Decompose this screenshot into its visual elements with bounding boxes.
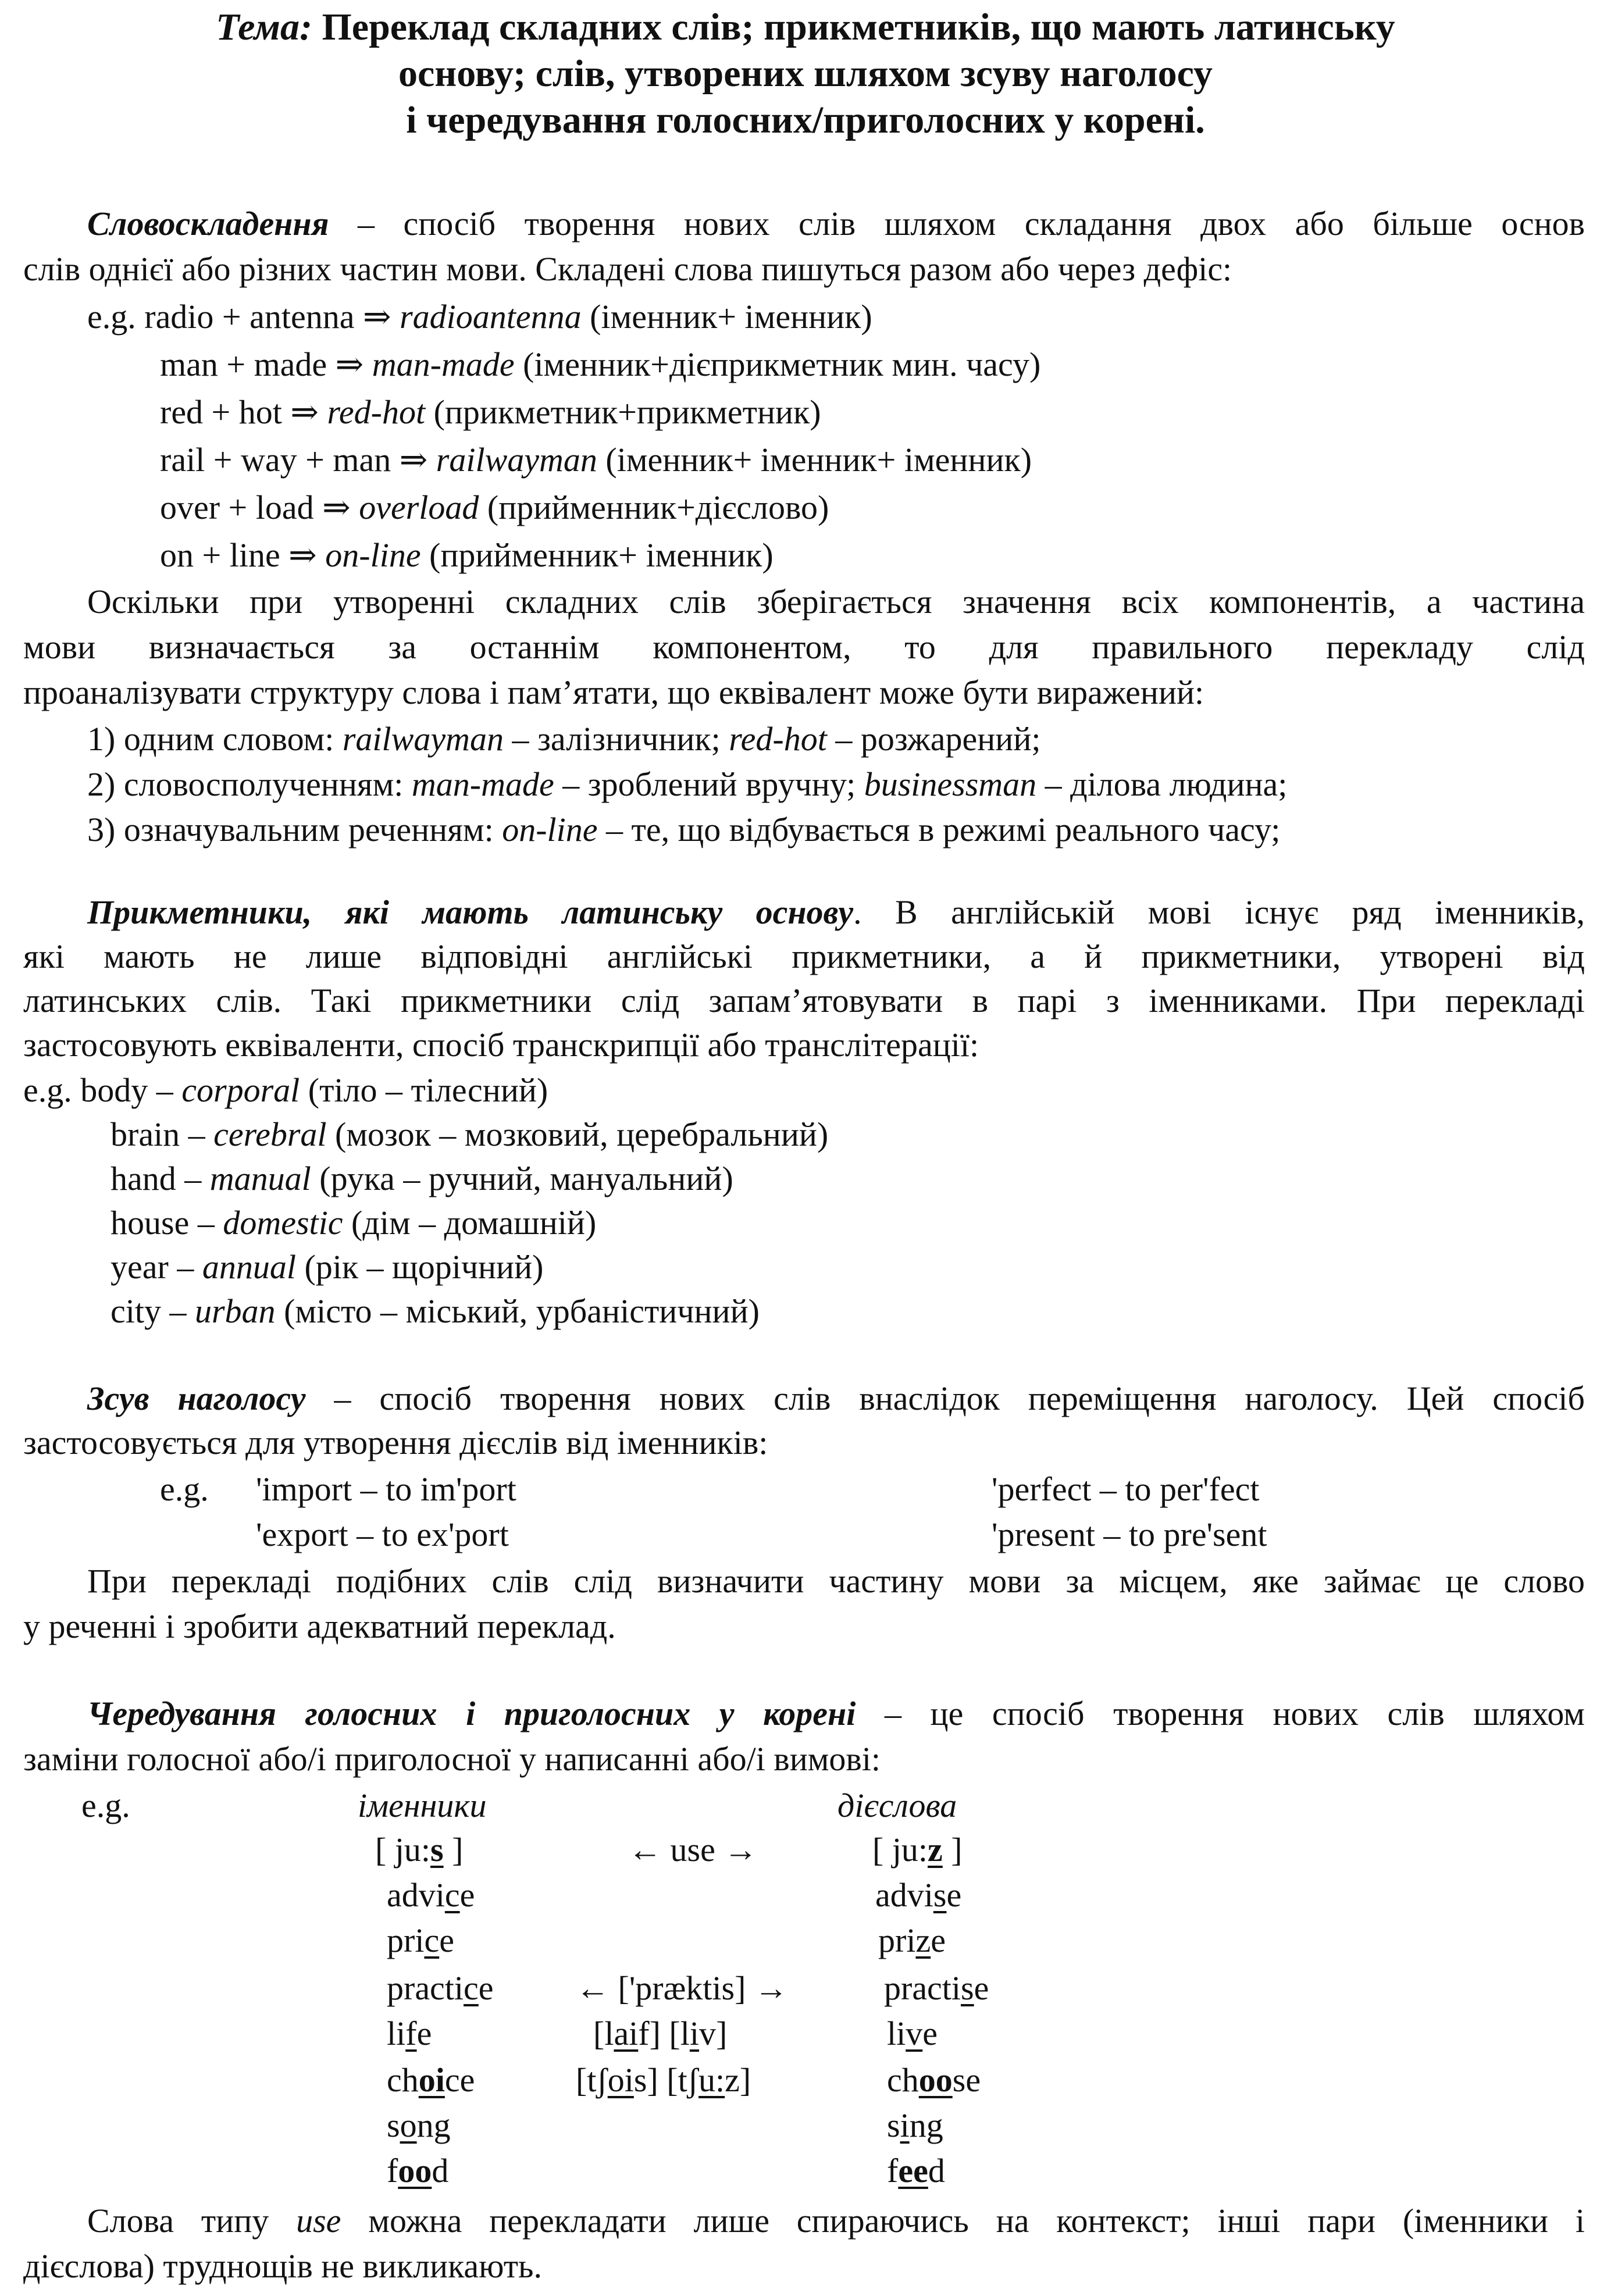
example-parts: rail + way + man ⇒: [160, 441, 436, 479]
latin-intro-1-text: . В англійській мові існує ряд іменників,: [853, 893, 1585, 931]
compound-example-4: [160, 487, 829, 528]
text: s] [tʃ: [633, 2061, 699, 2099]
latin-intro-4: застосовують еквіваленти, спосіб транскрипції або транслітерації:: [23, 1026, 979, 1064]
title-label: Тема:: [216, 6, 312, 48]
latin-example-0: [23, 1070, 548, 1111]
text: f: [387, 2152, 398, 2190]
example-word: overload: [359, 489, 479, 526]
text: e: [439, 1921, 454, 1959]
text: [l: [593, 2015, 614, 2052]
text: e: [946, 1876, 962, 1914]
list-text: – залізничник;: [503, 720, 729, 758]
verb-form: [878, 1920, 946, 1961]
alternation-intro-1-text: – це спосіб творення нових слів шляхом: [856, 1695, 1585, 1732]
alternation-final-2: дієслова) труднощів не викликають.: [23, 2247, 543, 2285]
middle-note: ← use →: [628, 1831, 758, 1869]
noun-form: [387, 2060, 475, 2101]
stress-right-0: 'perfect – to per'fect: [992, 1470, 1260, 1508]
compound-example-0: [87, 297, 872, 337]
text: v]: [698, 2015, 728, 2052]
highlight: s: [430, 1831, 444, 1869]
note: (рука – ручний, мануальний): [311, 1160, 733, 1197]
stress-term: Зсув наголосу: [87, 1379, 306, 1417]
adjective: domestic: [223, 1204, 343, 1242]
latin-term: Прикметники, які мають латинську основу: [87, 893, 854, 931]
text: [ ju:: [375, 1831, 431, 1869]
text: practi: [387, 1969, 464, 2007]
noun-form: [387, 2151, 448, 2191]
example-parts: on + line ⇒: [160, 536, 326, 574]
text: ch: [387, 2061, 419, 2099]
adjective: corporal: [181, 1071, 300, 1109]
verb-form: [887, 2060, 981, 2101]
highlight: oi: [607, 2061, 634, 2099]
noun-form: [375, 1830, 463, 1870]
highlight: oo: [918, 2061, 953, 2099]
compound-list-2: [87, 764, 1287, 805]
compound-para-1: Оскільки при утворенні складних слів зберігається значення всіх компонентів, а частина: [87, 583, 1585, 621]
adjective: urban: [194, 1292, 276, 1330]
note: (рік – щорічний): [295, 1248, 544, 1286]
highlight: i: [900, 2106, 910, 2144]
compound-example-5: [160, 535, 774, 576]
text: f: [887, 2152, 899, 2190]
text: d: [432, 2152, 449, 2190]
list-text: – розжарений;: [826, 720, 1041, 758]
example-parts: man + made ⇒: [160, 345, 372, 383]
noun-form: [387, 2105, 451, 2146]
latin-intro-3: латинських слів. Такі прикметники слід запам’ятовувати в парі з іменниками. При перекладі: [23, 982, 1585, 1019]
column-header-nouns: іменники: [358, 1787, 487, 1824]
stress-intro-2: застосовується для утворення дієслів від іменників:: [23, 1424, 768, 1461]
compound-intro-1: [87, 204, 1585, 244]
example-word: radioantenna: [400, 298, 582, 336]
compound-term: Словоскладення: [87, 205, 329, 243]
list-word: businessman: [864, 765, 1037, 803]
list-word: red-hot: [729, 720, 827, 758]
latin-example-3: [111, 1203, 596, 1243]
compound-para-3: проаналізувати структуру слова і пам’ятати, що еквівалент може бути виражений:: [23, 673, 1204, 711]
title-line-1: [0, 5, 1611, 50]
alternation-intro-1: [87, 1694, 1585, 1734]
text: ch: [887, 2061, 919, 2099]
stress-left-0: 'import – to im'port: [256, 1470, 516, 1508]
title-line-2: основу; слів, утворених шляхом зсуву наголосу: [398, 52, 1213, 95]
noun: house: [111, 1204, 190, 1242]
highlight: oo: [398, 2152, 432, 2190]
noun-form: [387, 1968, 494, 2009]
list-word: railwayman: [342, 720, 504, 758]
list-text: 1) одним словом:: [87, 720, 343, 758]
text: ng: [416, 2106, 451, 2144]
latin-example-5: [111, 1291, 760, 1332]
text: se: [952, 2061, 981, 2099]
highlight: oi: [418, 2061, 445, 2099]
highlight: z: [928, 1831, 943, 1869]
highlight: v: [906, 2015, 923, 2052]
text: z]: [725, 2061, 751, 2099]
text: pri: [878, 1921, 916, 1959]
alternation-term: Чередування голосних і приголосних у корені: [87, 1695, 856, 1732]
text: ng: [909, 2106, 943, 2144]
list-word: man-made: [411, 765, 554, 803]
column-header-verbs: дієслова: [837, 1787, 957, 1824]
text: e: [459, 1876, 475, 1914]
noun: hand: [111, 1160, 176, 1197]
text: ]: [443, 1831, 464, 1869]
text: Слова типу: [87, 2202, 297, 2240]
note: (місто – міський, урбаністичний): [275, 1292, 760, 1330]
noun-form: [387, 1875, 475, 1916]
list-text: 2) словосполученням:: [87, 765, 412, 803]
list-text: – ділова людина;: [1036, 765, 1288, 803]
example-word: red-hot: [327, 393, 426, 431]
text: li: [387, 2015, 406, 2052]
example-note: (іменник+дієприкметник мин. часу): [514, 345, 1041, 383]
highlight: c: [424, 1921, 440, 1959]
stress-right-1: 'present – to pre'sent: [992, 1516, 1267, 1553]
dash: –: [168, 1248, 202, 1286]
noun: city: [111, 1292, 161, 1330]
dash: –: [161, 1292, 195, 1330]
example-word: man-made: [372, 345, 515, 383]
verb-form: [887, 2151, 945, 2191]
latin-intro-1: [87, 892, 1585, 933]
compound-intro-2: слів однієї або різних частин мови. Складені слова пишуться разом або через дефіс:: [23, 250, 1232, 288]
latin-intro-2: які мають не лише відповідні англійські прикметники, а й прикметники, утворені від: [23, 937, 1585, 975]
eg-label: e.g.: [23, 1071, 81, 1109]
dash: –: [189, 1204, 223, 1242]
alternation-intro-2: заміни голосної або/і приголосної у написанні або/і вимові:: [23, 1740, 881, 1778]
stress-eg: e.g.: [160, 1470, 209, 1508]
dash: –: [176, 1160, 210, 1197]
compound-intro-1-text: – спосіб творення нових слів шляхом складання двох або більше основ: [329, 205, 1585, 243]
example-word: use: [296, 2202, 341, 2240]
example-word: on-line: [325, 536, 421, 574]
noun-form: [387, 2013, 432, 2054]
list-word: on-line: [502, 811, 598, 848]
text: ]: [942, 1831, 963, 1869]
eg-label: e.g.: [87, 298, 145, 336]
text: ce: [444, 2061, 475, 2099]
highlight: z: [915, 1921, 931, 1959]
text: [ ju:: [872, 1831, 928, 1869]
highlight: f: [405, 2015, 417, 2052]
example-parts: radio + antenna ⇒: [144, 298, 400, 336]
text: practi: [884, 1969, 961, 2007]
text: f] [l: [638, 2015, 690, 2052]
text: pri: [387, 1921, 425, 1959]
stress-left-1: 'export – to ex'port: [256, 1516, 509, 1553]
compound-example-3: [160, 440, 1032, 480]
list-text: 3) означувальним реченням:: [87, 811, 502, 848]
text: s: [387, 2106, 400, 2144]
verb-form: [887, 2013, 938, 2054]
middle-note: [576, 2060, 751, 2101]
middle-note: [593, 2013, 727, 2054]
highlight: s: [933, 1876, 947, 1914]
adjective: annual: [202, 1248, 296, 1286]
title-line-3: і чередування голосних/приголосних у корені.: [406, 99, 1205, 141]
highlight: ai: [614, 2015, 639, 2052]
example-note: (іменник+ іменник+ іменник): [597, 441, 1032, 479]
highlight: c: [464, 1969, 479, 2007]
alternation-final-1: [87, 2201, 1585, 2241]
compound-list-3: [87, 810, 1280, 850]
text: s: [887, 2106, 900, 2144]
text: e: [931, 1921, 946, 1959]
middle-note: ← ['præktis] →: [576, 1969, 788, 2007]
compound-list-1: [87, 719, 1040, 760]
text: [tʃ: [576, 2061, 608, 2099]
verb-form: [875, 1875, 961, 1916]
verb-form: [884, 1968, 989, 2009]
example-parts: over + load ⇒: [160, 489, 359, 526]
stress-para-2: у реченні і зробити адекватний переклад.: [23, 1607, 616, 1645]
highlight: c: [444, 1876, 460, 1914]
verb-form: [872, 1830, 963, 1870]
verb-form: [887, 2105, 943, 2146]
note: (мозок – мозковий, церебральний): [326, 1115, 829, 1153]
list-text: – зроблений вручну;: [554, 765, 864, 803]
stress-para-1: При перекладі подібних слів слід визначити частину мови за місцем, яке займає це слово: [87, 1562, 1585, 1600]
example-note: (прийменник+ іменник): [420, 536, 774, 574]
dash: –: [180, 1115, 214, 1153]
note: (дім – домашній): [343, 1204, 597, 1242]
example-word: railwayman: [436, 441, 597, 479]
note: (тіло – тілесний): [300, 1071, 548, 1109]
example-note: (прийменник+дієслово): [479, 489, 829, 526]
text: li: [887, 2015, 906, 2052]
highlight: i: [689, 2015, 699, 2052]
stress-intro-1-text: – спосіб творення нових слів внаслідок переміщення наголосу. Цей спосіб: [305, 1379, 1585, 1417]
highlight: u:: [698, 2061, 725, 2099]
latin-example-1: [111, 1114, 828, 1155]
text: advi: [387, 1876, 445, 1914]
text: e: [478, 1969, 494, 2007]
noun: brain: [111, 1115, 180, 1153]
text: можна перекладати лише спираючись на контекст; інші пари (іменники і: [341, 2202, 1585, 2240]
highlight: o: [400, 2106, 417, 2144]
highlight: s: [961, 1969, 974, 2007]
adjective: cerebral: [213, 1115, 327, 1153]
dash: –: [148, 1071, 182, 1109]
example-note: (іменник+ іменник): [581, 298, 872, 336]
noun: year: [111, 1248, 169, 1286]
highlight: ee: [898, 2152, 928, 2190]
latin-example-4: [111, 1247, 543, 1288]
compound-para-2: мови визначається за останнім компонентом, то для правильного перекладу слід: [23, 628, 1585, 666]
noun: body: [80, 1071, 148, 1109]
text: e: [922, 2015, 938, 2052]
example-note: (прикметник+прикметник): [425, 393, 821, 431]
example-parts: red + hot ⇒: [160, 393, 327, 431]
text: e: [974, 1969, 989, 2007]
compound-example-2: [160, 392, 821, 433]
list-text: – те, що відбувається в режимі реального часу;: [597, 811, 1281, 848]
text: advi: [875, 1876, 933, 1914]
stress-intro-1: [87, 1378, 1585, 1419]
text: e: [416, 2015, 432, 2052]
latin-example-2: [111, 1158, 733, 1199]
alternation-eg: e.g.: [81, 1787, 130, 1824]
text: d: [928, 2152, 945, 2190]
title-text-1: Переклад складних слів; прикметників, що мають латинську: [322, 6, 1395, 48]
compound-example-1: [160, 344, 1040, 385]
noun-form: [387, 1920, 454, 1961]
adjective: manual: [209, 1160, 311, 1197]
